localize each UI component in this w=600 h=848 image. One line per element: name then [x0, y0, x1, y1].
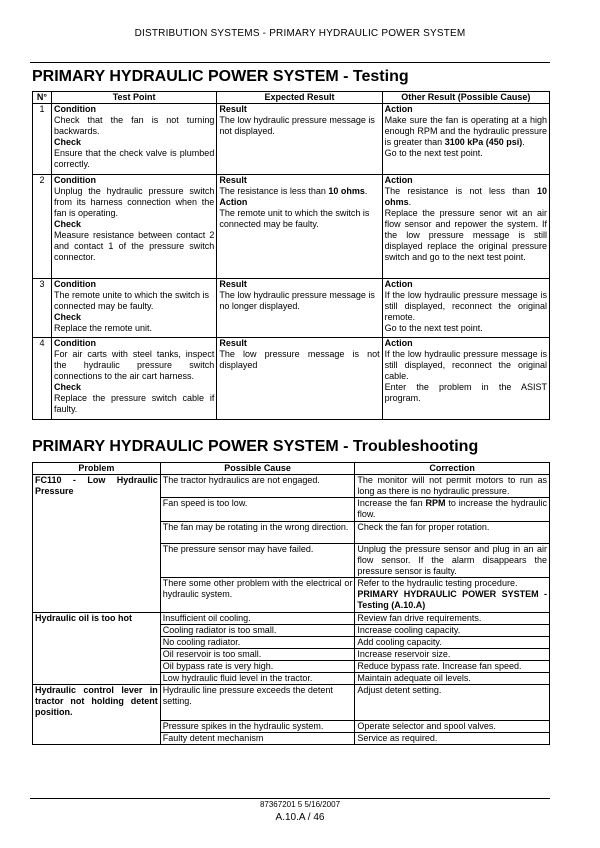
test-point-cell — [51, 338, 216, 420]
check-heading: Check — [53, 312, 81, 322]
check-heading: Check — [53, 137, 81, 147]
result-heading: Result — [219, 279, 247, 289]
cause-cell: Low hydraulic fluid level in the tractor. — [160, 673, 355, 685]
result-text: The low hydraulic pressure message is no longer displayed. — [219, 290, 375, 311]
footer-divider — [30, 798, 550, 799]
col-other-result: Other Result (Possible Cause) — [382, 92, 549, 104]
action-heading: Action — [384, 104, 413, 114]
other-result-cell — [382, 279, 549, 338]
cause-cell: The pressure sensor may have failed. — [160, 544, 355, 578]
action-text: If the low hydraulic pressure message is still displayed, reconnect the original cable. — [384, 349, 547, 381]
result-action-text: The remote unit to which the switch is connected may be faulty. — [219, 208, 370, 229]
condition-heading: Condition — [53, 279, 96, 289]
cause-cell: Pressure spikes in the hydraulic system. — [160, 721, 355, 733]
other-result-cell — [382, 175, 549, 279]
action-text: The resistance is not less than 10 ohms. — [384, 186, 547, 207]
testing-row — [33, 104, 550, 175]
troubleshooting-title: PRIMARY HYDRAULIC POWER SYSTEM - Troubleshooting — [32, 438, 479, 455]
expected-result-cell — [217, 104, 382, 175]
correction-cell: Add cooling capacity. — [355, 637, 550, 649]
correction-cell: Adjust detent setting. — [355, 685, 550, 721]
action-heading: Action — [384, 338, 413, 348]
cause-cell: There some other problem with the electrical or hydraulic system. — [160, 578, 355, 613]
condition-text: For air carts with steel tanks, inspect the hydraulic pressure switch connections to the air cart harness. — [53, 349, 215, 381]
cause-cell: Oil reservoir is too small. — [160, 649, 355, 661]
action-text: If the low hydraulic pressure message is still displayed, reconnect the original remote. — [384, 290, 547, 322]
expected-result-cell — [217, 279, 382, 338]
action-text: Make sure the fan is operating at a high enough RPM and the hydraulic pressure is greater than 3100 kPa (450 psi). — [384, 115, 547, 147]
row-number: 3 — [33, 279, 52, 338]
cause-cell: The tractor hydraulics are not engaged. — [160, 475, 355, 498]
result-heading: Result — [219, 338, 247, 348]
testing-row — [33, 175, 550, 279]
col-number: N° — [33, 92, 52, 104]
check-heading: Check — [53, 382, 81, 392]
correction-cell: Increase cooling capacity. — [355, 625, 550, 637]
troubleshooting-table — [32, 462, 550, 745]
document-number: 87367201 5 5/16/2007 — [259, 800, 341, 809]
correction-cell: Maintain adequate oil levels. — [355, 673, 550, 685]
col-possible-cause: Possible Cause — [160, 463, 355, 475]
correction-cell: Review fan drive requirements. — [355, 613, 550, 625]
test-point-cell — [51, 175, 216, 279]
testing-row — [33, 338, 550, 420]
testing-title: PRIMARY HYDRAULIC POWER SYSTEM - Testing — [32, 68, 409, 85]
condition-text: Unplug the hydraulic pressure switch from its harness connection when the fan is operating. — [53, 186, 215, 218]
condition-heading: Condition — [53, 175, 96, 185]
table-row — [33, 613, 550, 625]
correction-cell: Increase the fan RPM to increase the hydraulic flow. — [355, 498, 550, 522]
action-next: Go to the next test point. — [384, 323, 483, 333]
cause-cell: Oil bypass rate is very high. — [160, 661, 355, 673]
troubleshooting-header-row — [33, 463, 550, 475]
condition-text: Check that the fan is not turning backwards. — [53, 115, 215, 136]
condition-heading: Condition — [53, 104, 96, 114]
result-heading: Result — [219, 104, 247, 114]
testing-row — [33, 279, 550, 338]
other-result-cell — [382, 104, 549, 175]
correction-reference: PRIMARY HYDRAULIC POWER SYSTEM - Testing (A.10.A) — [357, 589, 547, 610]
row-number: 2 — [33, 175, 52, 279]
action-heading: Action — [384, 279, 413, 289]
testing-table — [32, 91, 550, 420]
result-text: The low pressure message is not displayed — [219, 349, 380, 370]
action-heading: Action — [384, 175, 413, 185]
correction-cell: Check the fan for proper rotation. — [355, 522, 550, 544]
col-expected-result: Expected Result — [217, 92, 382, 104]
check-text: Measure resistance between contact 2 and contact 1 of the pressure switch connector. — [53, 230, 215, 262]
result-text: The resistance is less than 10 ohms. — [219, 186, 368, 196]
cause-cell: Cooling radiator is too small. — [160, 625, 355, 637]
cause-cell: Hydraulic line pressure exceeds the detent setting. — [160, 685, 355, 721]
check-text: Replace the pressure switch cable if faulty. — [53, 393, 215, 414]
test-point-cell — [51, 104, 216, 175]
condition-text: The remote unite to which the switch is connected may be faulty. — [53, 290, 210, 311]
result-text: The low hydraulic pressure message is not displayed. — [219, 115, 375, 136]
page-number: A.10.A / 46 — [275, 812, 325, 823]
correction-cell: The monitor will not permit motors to run as long as there is no hydraulic pressure. — [355, 475, 550, 498]
test-point-cell — [51, 279, 216, 338]
problem-cell: Hydraulic control lever in tractor not holding detent position. — [33, 685, 161, 745]
col-problem: Problem — [33, 463, 161, 475]
row-number: 1 — [33, 104, 52, 175]
correction-cell: Operate selector and spool valves. — [355, 721, 550, 733]
correction-cell: Reduce bypass rate. Increase fan speed. — [355, 661, 550, 673]
correction-cell: Service as required. — [355, 733, 550, 745]
correction-cell — [355, 578, 550, 613]
check-text: Ensure that the check valve is plumbed correctly. — [53, 148, 215, 169]
header-divider — [30, 62, 550, 63]
problem-cell: FC110 - Low Hydraulic Pressure — [33, 475, 161, 613]
check-text: Replace the remote unit. — [53, 323, 153, 333]
condition-heading: Condition — [53, 338, 96, 348]
correction-text: Refer to the hydraulic testing procedure. — [357, 578, 518, 588]
table-row — [33, 475, 550, 498]
action-next: Go to the next test point. — [384, 148, 483, 158]
table-row — [33, 685, 550, 721]
problem-cell: Hydraulic oil is too hot — [33, 613, 161, 685]
cause-cell: The fan may be rotating in the wrong direction. — [160, 522, 355, 544]
expected-result-cell — [217, 175, 382, 279]
correction-cell: Increase reservoir size. — [355, 649, 550, 661]
cause-cell: No cooling radiator. — [160, 637, 355, 649]
action-next: Replace the pressure senor wit an air flow sensor and repower the system. If the low pressure message is still displayed replace the original pressure switch and go to the next test point. — [384, 208, 547, 262]
col-correction: Correction — [355, 463, 550, 475]
result-action-heading: Action — [219, 197, 248, 207]
testing-header-row — [33, 92, 550, 104]
correction-cell: Unplug the pressure sensor and plug in an air flow sensor. If the alarm disappears the pressure sensor is faulty. — [355, 544, 550, 578]
check-heading: Check — [53, 219, 81, 229]
cause-cell: Faulty detent mechanism — [160, 733, 355, 745]
row-number: 4 — [33, 338, 52, 420]
action-next: Enter the problem in the ASIST program. — [384, 382, 547, 403]
col-test-point: Test Point — [51, 92, 216, 104]
cause-cell: Insufficient oil cooling. — [160, 613, 355, 625]
other-result-cell — [382, 338, 549, 420]
expected-result-cell — [217, 338, 382, 420]
page-header: DISTRIBUTION SYSTEMS - PRIMARY HYDRAULIC POWER SYSTEM — [134, 28, 466, 39]
result-heading: Result — [219, 175, 247, 185]
cause-cell: Fan speed is too low. — [160, 498, 355, 522]
